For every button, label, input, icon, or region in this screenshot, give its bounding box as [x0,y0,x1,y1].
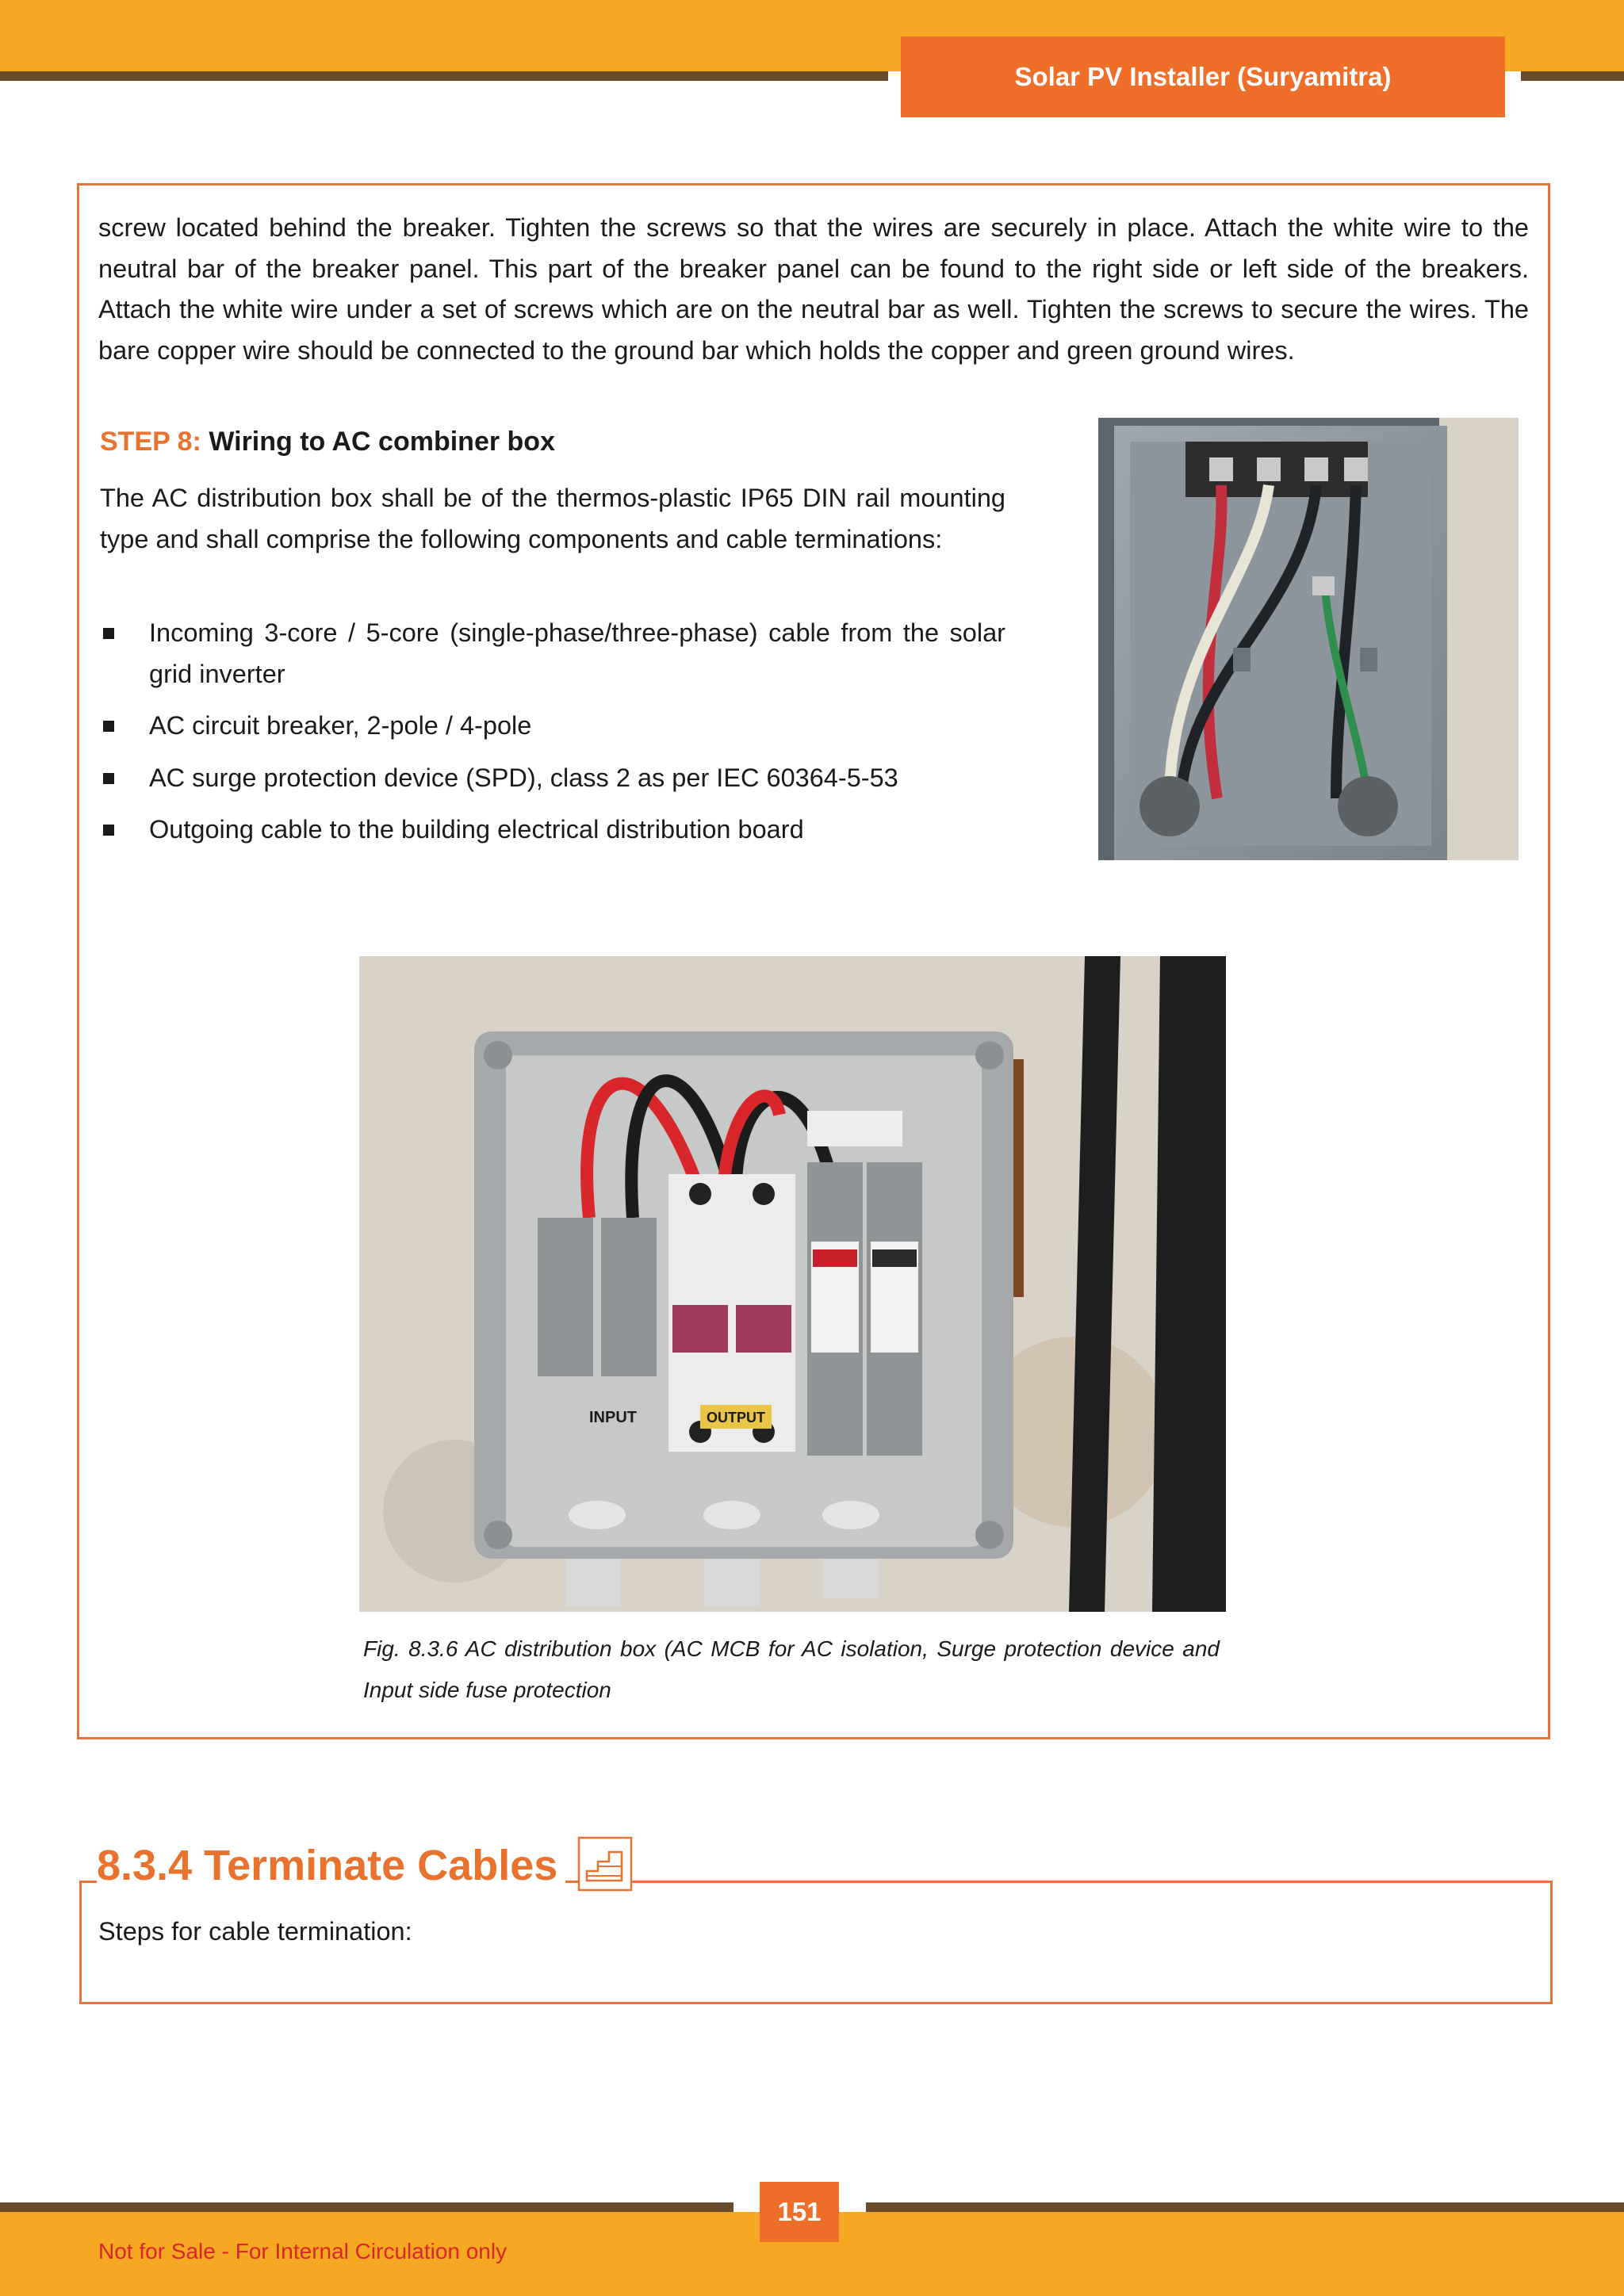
step-heading [100,427,555,457]
list-item-text: Outgoing cable to the building electrical distribution board [149,815,804,844]
step-body: The AC distribution box shall be of the thermos-plastic IP65 DIN rail mounting type and shall comprise the following components and cable terminations: [100,484,1005,553]
list-item [100,706,1005,747]
steps-icon [577,1836,633,1892]
bullet-square-icon [103,825,114,836]
list-item-text: AC surge protection device (SPD), class 2 as per IEC 60364-5-53 [149,763,898,792]
bullet-square-icon [103,628,114,639]
step-title: Wiring to AC combiner box [209,427,555,457]
list-item [100,758,1005,799]
page-number: 151 [760,2182,839,2242]
header-rule [0,71,888,81]
ac-distribution-box-photo [359,956,1226,1612]
figure-caption: Fig. 8.3.6 AC distribution box (AC MCB for AC isolation, Surge protection device and Input side fuse protection [363,1636,1220,1702]
breaker-wiring-photo [1098,418,1519,860]
list-item-text: Incoming 3-core / 5-core (single-phase/three-phase) cable from the solar grid inverter [149,618,1005,688]
list-item [100,809,1005,851]
section-body: Steps for cable termination: [98,1917,412,1946]
header-title: Solar PV Installer (Suryamitra) [901,36,1505,117]
bullet-square-icon [103,773,114,784]
input-label: INPUT [589,1409,637,1426]
footer-rule-right [866,2202,1624,2212]
section-title: 8.3.4 Terminate Cables [97,1841,565,1890]
header-rule-right [1521,71,1624,81]
footer-rule-left [0,2202,733,2212]
output-label: OUTPUT [707,1410,765,1425]
component-list [100,613,1005,862]
step-number: STEP 8: [100,427,201,457]
footer-note: Not for Sale - For Internal Circulation only [98,2239,508,2263]
bullet-square-icon [103,721,114,732]
intro-paragraph: screw located behind the breaker. Tighten the screws so that the wires are securely in place. Attach the white wire to the neutral bar of the breaker panel. This part of the breaker panel can be found to the right side or left side of the breakers. Attach the white wire under a set of screws which are on the neutral bar as well. Tighten the screws to secure the wires. The bare copper wire should be connected to the ground bar which holds the copper and green ground wires. [98,213,1529,365]
list-item [100,613,1005,695]
list-item-text: AC circuit breaker, 2-pole / 4-pole [149,711,532,740]
